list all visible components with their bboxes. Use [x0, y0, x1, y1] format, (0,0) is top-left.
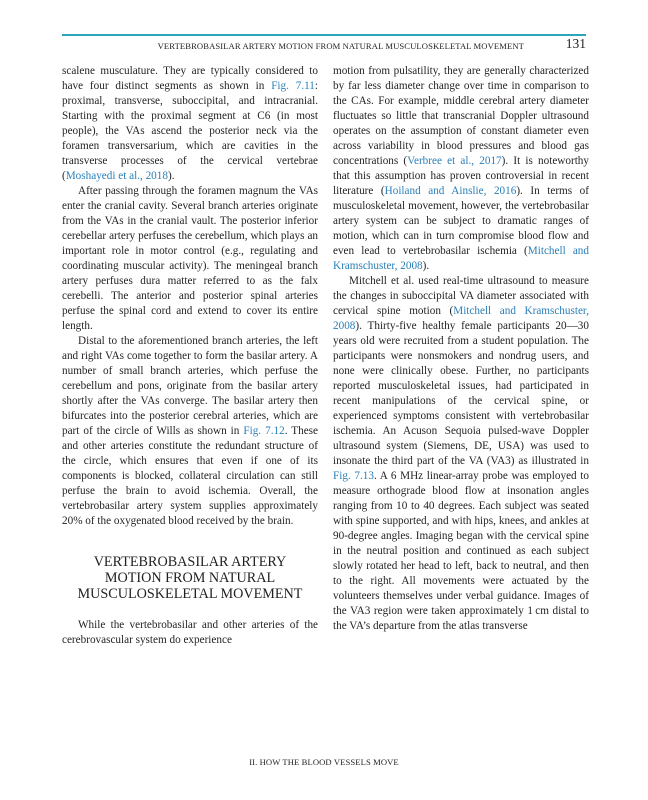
citation-link[interactable]: Moshayedi et al., 2018 — [65, 170, 168, 182]
citation-link[interactable]: Mitchell and Kramschuster, 2008 — [333, 245, 589, 272]
citation-link[interactable]: Verbree et al., 2017 — [407, 155, 502, 167]
paragraph-text: scalene musculature. They are typically considered to have four distinct segments as shown in — [62, 65, 318, 92]
paragraph — [62, 334, 318, 529]
section-heading-line: MOTION FROM NATURAL — [104, 570, 276, 586]
paragraph-text: motion from pulsatility, they are generally characterized by far less diameter change over time in comparison to the CAs. For example, middle cerebral artery diameter fluctuates so little that transcranial Doppler ultrasound operates on the assumption of constant diameter even across variability in blood pressures and blood gas concentrations ( — [333, 65, 589, 167]
paragraph — [62, 64, 318, 184]
section-heading-line: MUSCULOSKELETAL MOVEMENT — [77, 586, 303, 602]
paragraph: While the vertebrobasilar and other arteries of the cerebrovascular system do experience — [62, 619, 318, 646]
paragraph-text: ). — [167, 170, 175, 182]
paragraph-text: . These and other arteries constitute the redundant structure of the circle, which ensures that even if one of its components is blocked, collateral circulation can still perfuse the brain to avoid ischemia. Overall, the vertebrobasilar artery system supplies approximately 20% of the oxygenated blood received by the brain. — [62, 425, 318, 527]
header-rule — [62, 34, 586, 36]
figure-link[interactable]: Fig. 7.11 — [271, 80, 315, 92]
paragraph-text: ). — [422, 260, 430, 272]
paragraph-text: : proximal, transverse, suboccipital, and intracranial. Starting with the proximal segment at C6 (in most people), the VAs ascend the posterior neck via the foramen transversarium, which are cavities in the transverse processes of the cervical vertebrae ( — [62, 80, 318, 182]
page-number: 131 — [565, 36, 586, 51]
citation-link[interactable]: Hoiland and Ainslie, 2016 — [384, 185, 517, 197]
figure-link[interactable]: Fig. 7.13 — [333, 470, 374, 482]
paragraph — [333, 64, 589, 274]
paragraph-text: ). Thirty-five healthy female participants 20—30 years old were recruited from a student population. The participants were nonsmokers and nondrug users, and none were clinically obese. Further, no participants reported musculoskeletal issues, had participated in recent manipulations of the cervical spine, or experienced symptoms consistent with vertebrobasilar ischemia. An Acuson Sequoia pulsed-wave Doppler ultrasound system (Siemens, DE, USA) was used to insonate the third part of the VA (VA3) as illustrated in — [333, 320, 589, 467]
paragraph-text: ). In terms of musculoskeletal movement, however, the vertebrobasilar artery system can be subject to dramatic ranges of motion, which can in turn compromise blood flow and even lead to vertebrobasilar ischemia ( — [333, 185, 589, 257]
paragraph-text: Mitchell et al. used real-time ultrasound to measure the changes in suboccipital VA diameter associated with cervical spine motion ( — [333, 275, 589, 317]
footer-section-title: II. HOW THE BLOOD VESSELS MOVE — [249, 757, 399, 767]
paragraph: After passing through the foramen magnum the VAs enter the cranial cavity. Several branch arteries originate from the VAs in the cranial vault. The posterior inferior cerebellar artery perfuses the cerebellum, which plays an important role in motor control (e.g., regulating and coordinating muscular activity). The meningeal branch artery perfuses dura matter referred to as the falx cerebelli. The anterior and posterior spinal arteries perfuse the spinal cord and extend to cover its entire length. — [62, 185, 318, 332]
section-heading — [62, 554, 318, 602]
paragraph-text: ). It is noteworthy that this assumption has proven controversial in recent literature ( — [333, 155, 589, 197]
section-heading-line: VERTEBROBASILAR ARTERY — [93, 554, 287, 570]
left-column — [62, 64, 318, 648]
citation-link[interactable]: Mitchell and Kramschuster, 2008 — [333, 305, 589, 332]
paragraph — [333, 274, 589, 634]
paragraph-text: Distal to the aforementioned branch arteries, the left and right VAs come together to form the basilar artery. A number of small branch arteries, which perfuse the cerebellum and pons, originate from the basilar artery shortly after the VAs converge. The basilar artery then bifurcates into the posterior cerebral arteries, which are part of the circle of Wills as shown in — [62, 335, 318, 437]
right-column — [333, 64, 589, 634]
figure-link[interactable]: Fig. 7.12 — [243, 425, 285, 437]
running-head: VERTEBROBASILAR ARTERY MOTION FROM NATURAL MUSCULOSKELETAL MOVEMENT — [157, 41, 524, 51]
paragraph-text: . A 6 MHz linear-array probe was employed to measure orthograde blood flow at insonation angles ranging from 10 to 40 degrees. Each subject was seated with spine supported, and with hips, knees, and ankles at 90-degree angles. Imaging began with the cervical spine in the neutral position and continued as each subject slowly rotated her head to left, back to neutral, and then to the right. All movements were actuated by the volunteers themselves under verbal guidance. Images of the VA3 region were taken approximately 1 cm distal to the VA’s departure from the atlas transverse — [333, 470, 589, 632]
